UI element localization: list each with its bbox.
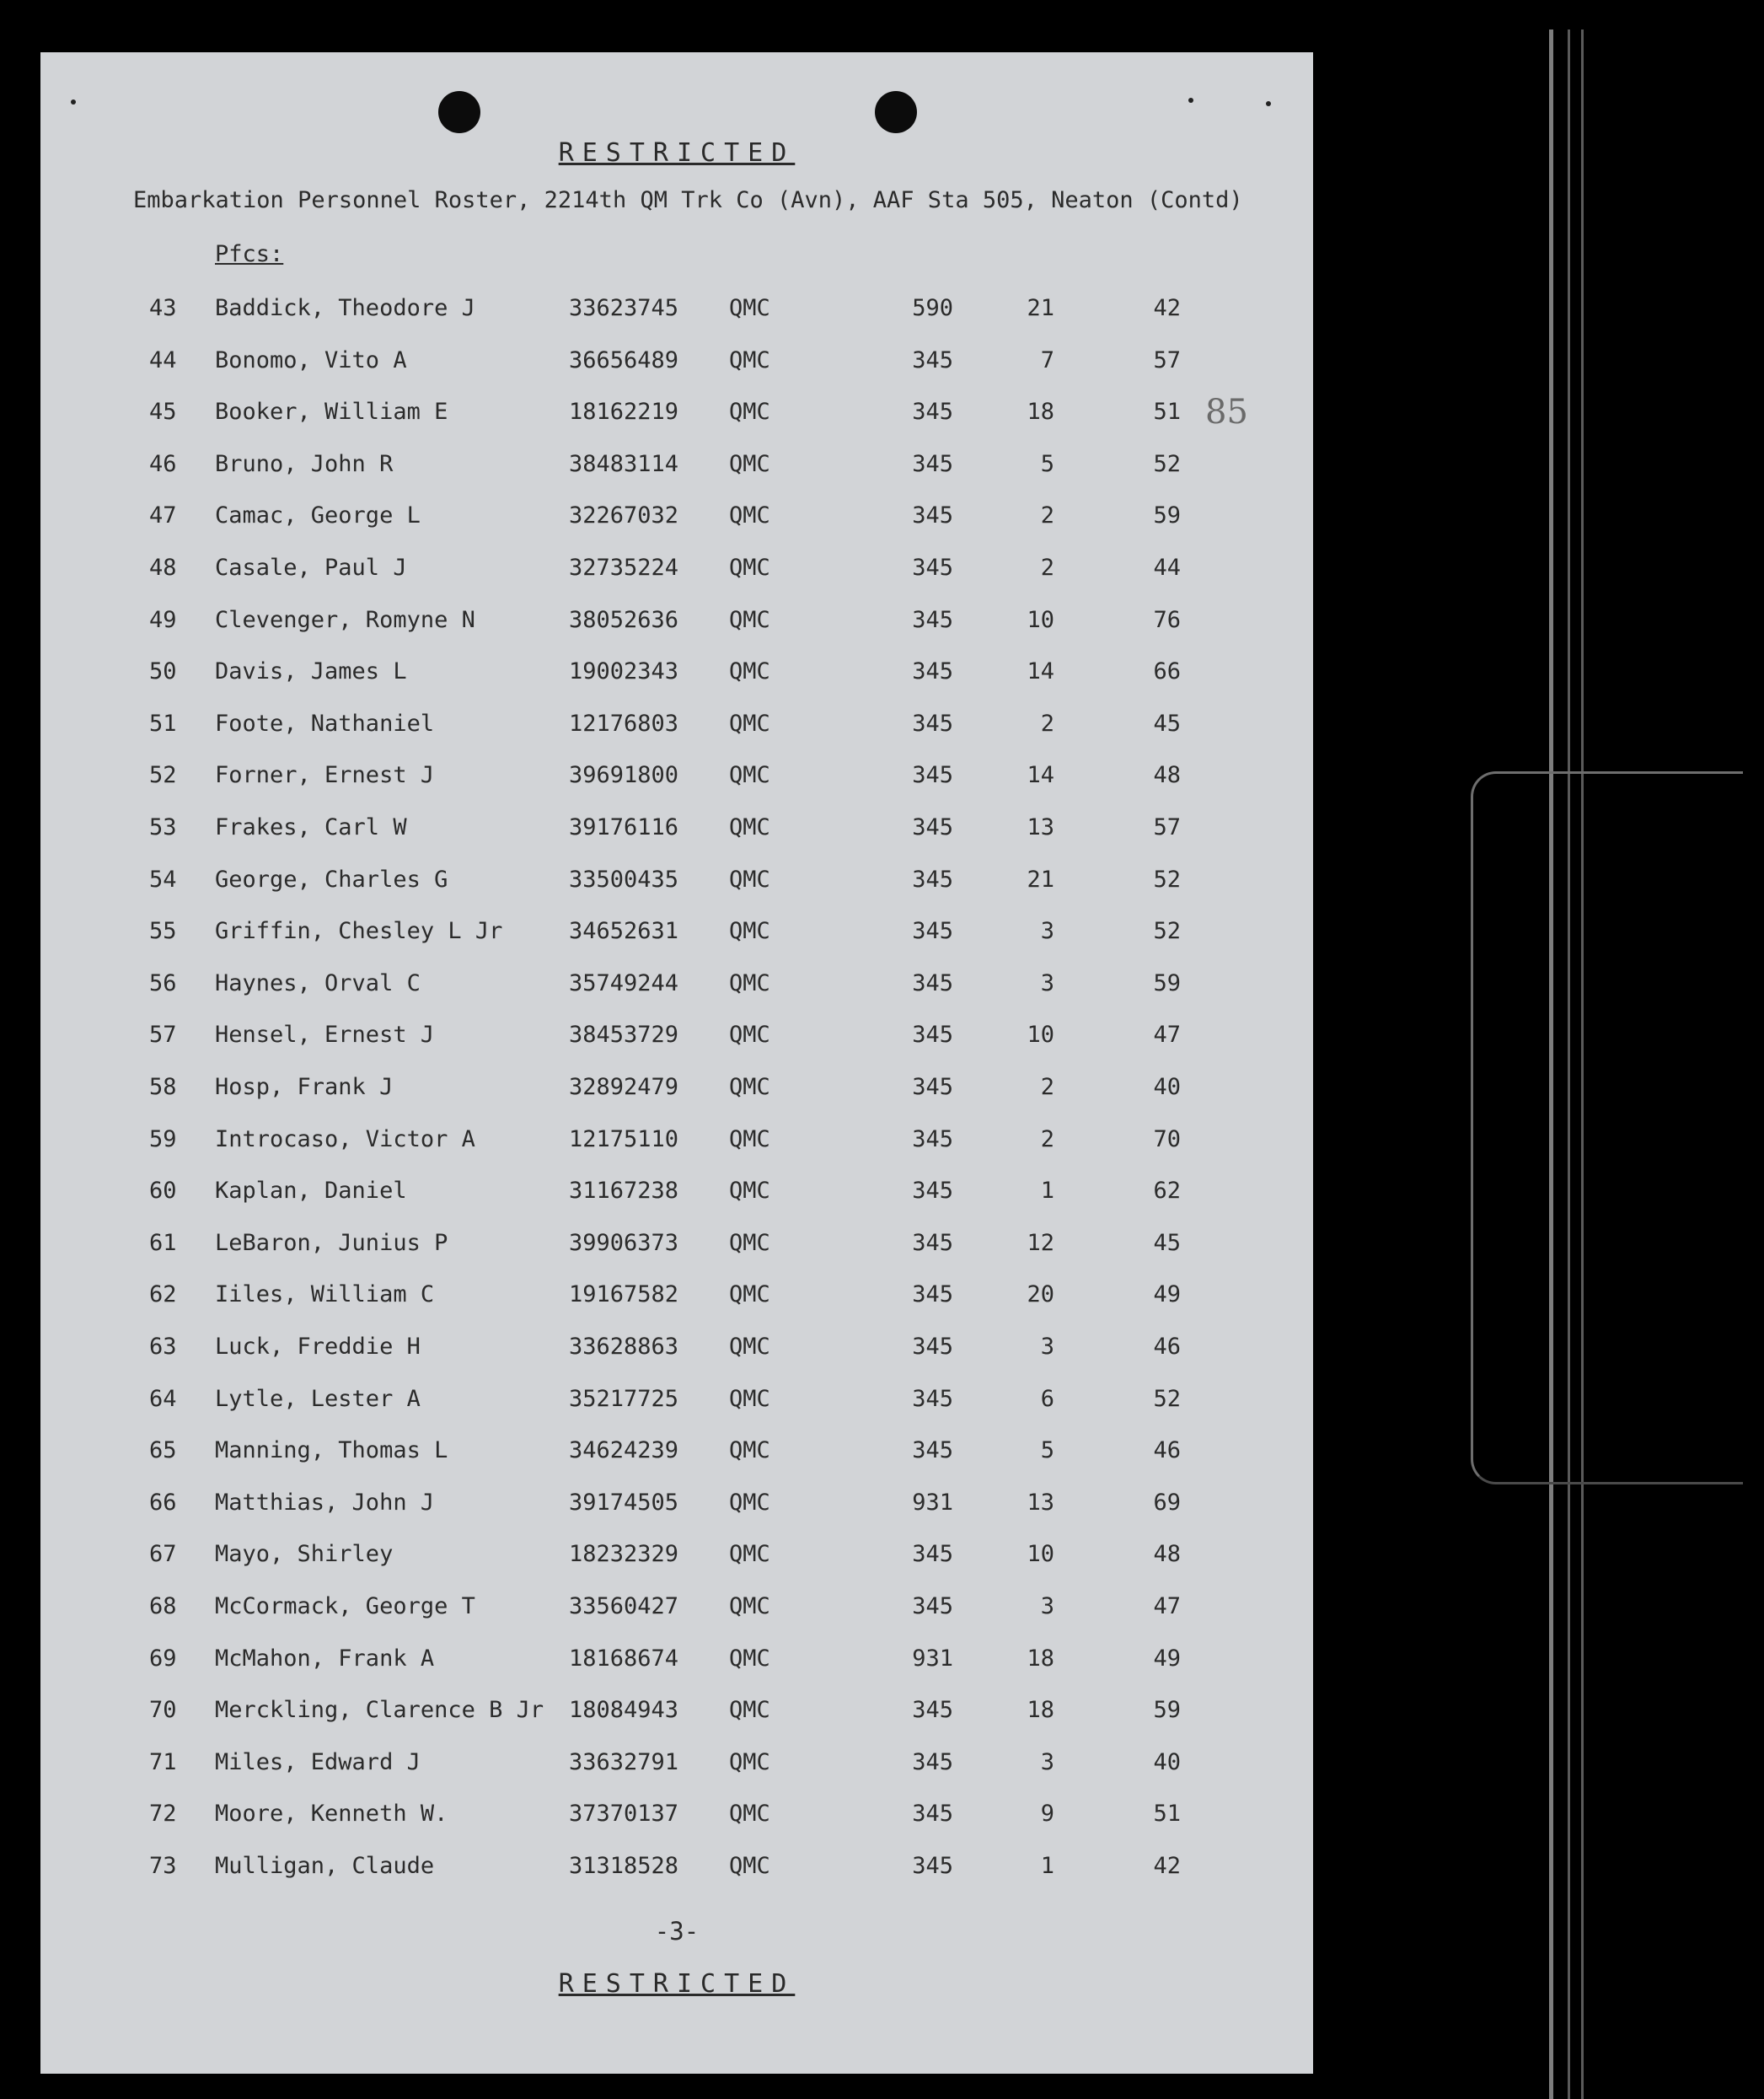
row-value-a: 10 [1027, 1022, 1054, 1048]
row-value-b: 57 [1153, 347, 1181, 373]
row-value-b: 48 [1153, 762, 1181, 788]
row-branch: QMC [729, 1490, 770, 1516]
row-value-b: 66 [1153, 658, 1181, 684]
row-code: 345 [912, 1230, 953, 1256]
row-branch: QMC [729, 1178, 770, 1204]
row-serial-number: 33632791 [569, 1749, 679, 1775]
row-branch: QMC [729, 1074, 770, 1100]
row-value-b: 51 [1153, 399, 1181, 425]
row-branch: QMC [729, 1697, 770, 1723]
row-branch: QMC [729, 1853, 770, 1879]
row-name: McCormack, George T [215, 1593, 475, 1619]
row-serial-number: 31167238 [569, 1178, 679, 1204]
row-name: Griffin, Chesley L Jr [215, 918, 503, 944]
row-code: 345 [912, 1178, 953, 1204]
row-name: Davis, James L [215, 658, 407, 684]
table-row [40, 1801, 1313, 1834]
row-value-a: 3 [1040, 918, 1054, 944]
row-code: 345 [912, 399, 953, 425]
row-name: Lytle, Lester A [215, 1386, 421, 1412]
row-serial-number: 18232329 [569, 1541, 679, 1567]
row-number: 46 [149, 451, 177, 477]
row-name: LeBaron, Junius P [215, 1230, 448, 1256]
row-number: 71 [149, 1749, 177, 1775]
row-number: 63 [149, 1334, 177, 1360]
row-name: Hensel, Ernest J [215, 1022, 435, 1048]
row-branch: QMC [729, 658, 770, 684]
row-name: Booker, William E [215, 399, 448, 425]
row-code: 345 [912, 1593, 953, 1619]
row-code: 345 [912, 1022, 953, 1048]
row-value-b: 69 [1153, 1490, 1181, 1516]
row-value-b: 51 [1153, 1801, 1181, 1827]
row-name: Casale, Paul J [215, 555, 407, 581]
row-number: 61 [149, 1230, 177, 1256]
row-number: 66 [149, 1490, 177, 1516]
table-row [40, 1645, 1313, 1679]
row-serial-number: 18162219 [569, 399, 679, 425]
row-value-a: 10 [1027, 1541, 1054, 1567]
table-row [40, 347, 1313, 381]
row-name: Baddick, Theodore J [215, 295, 475, 321]
row-serial-number: 39174505 [569, 1490, 679, 1516]
row-code: 345 [912, 1541, 953, 1567]
row-number: 72 [149, 1801, 177, 1827]
row-serial-number: 18168674 [569, 1645, 679, 1672]
table-row [40, 918, 1313, 952]
row-code: 345 [912, 814, 953, 840]
row-value-a: 6 [1040, 1386, 1054, 1412]
row-branch: QMC [729, 1749, 770, 1775]
row-name: George, Charles G [215, 867, 448, 893]
row-serial-number: 35749244 [569, 970, 679, 996]
row-code: 590 [912, 295, 953, 321]
row-branch: QMC [729, 399, 770, 425]
table-row [40, 1281, 1313, 1315]
row-code: 345 [912, 1126, 953, 1152]
row-number: 44 [149, 347, 177, 373]
row-value-a: 2 [1040, 1126, 1054, 1152]
classification-footer: RESTRICTED [558, 1969, 796, 1999]
row-number: 50 [149, 658, 177, 684]
row-code: 345 [912, 1749, 953, 1775]
row-number: 73 [149, 1853, 177, 1879]
row-serial-number: 35217725 [569, 1386, 679, 1412]
stamped-page-number: 85 [1205, 393, 1248, 432]
row-name: Haynes, Orval C [215, 970, 421, 996]
row-value-a: 3 [1040, 1593, 1054, 1619]
row-name: Camac, George L [215, 502, 421, 529]
row-branch: QMC [729, 918, 770, 944]
row-number: 54 [149, 867, 177, 893]
table-row [40, 867, 1313, 900]
row-value-a: 2 [1040, 502, 1054, 529]
table-row [40, 607, 1313, 641]
row-number: 53 [149, 814, 177, 840]
row-serial-number: 32892479 [569, 1074, 679, 1100]
row-value-a: 18 [1027, 1697, 1054, 1723]
table-row [40, 1593, 1313, 1627]
row-serial-number: 18084943 [569, 1697, 679, 1723]
table-row [40, 1437, 1313, 1471]
row-branch: QMC [729, 814, 770, 840]
row-number: 57 [149, 1022, 177, 1048]
row-serial-number: 33500435 [569, 867, 679, 893]
row-branch: QMC [729, 295, 770, 321]
row-number: 64 [149, 1386, 177, 1412]
row-value-a: 20 [1027, 1281, 1054, 1307]
row-value-b: 59 [1153, 502, 1181, 529]
row-code: 345 [912, 1281, 953, 1307]
row-value-b: 52 [1153, 867, 1181, 893]
row-code: 345 [912, 970, 953, 996]
row-serial-number: 31318528 [569, 1853, 679, 1879]
row-code: 345 [912, 1697, 953, 1723]
row-name: Luck, Freddie H [215, 1334, 421, 1360]
row-value-b: 45 [1153, 711, 1181, 737]
row-value-a: 2 [1040, 1074, 1054, 1100]
table-row [40, 711, 1313, 744]
row-branch: QMC [729, 711, 770, 737]
row-value-a: 3 [1040, 1334, 1054, 1360]
row-branch: QMC [729, 1801, 770, 1827]
row-branch: QMC [729, 762, 770, 788]
row-code: 345 [912, 762, 953, 788]
section-label: Pfcs: [215, 241, 284, 267]
row-number: 52 [149, 762, 177, 788]
row-number: 55 [149, 918, 177, 944]
row-branch: QMC [729, 1281, 770, 1307]
row-value-a: 21 [1027, 867, 1054, 893]
row-value-a: 21 [1027, 295, 1054, 321]
row-serial-number: 38453729 [569, 1022, 679, 1048]
row-number: 48 [149, 555, 177, 581]
row-value-a: 18 [1027, 1645, 1054, 1672]
classification-header: RESTRICTED [558, 138, 796, 168]
row-serial-number: 12175110 [569, 1126, 679, 1152]
row-branch: QMC [729, 1593, 770, 1619]
row-value-a: 1 [1040, 1853, 1054, 1879]
row-number: 47 [149, 502, 177, 529]
row-branch: QMC [729, 1022, 770, 1048]
row-value-b: 57 [1153, 814, 1181, 840]
row-serial-number: 12176803 [569, 711, 679, 737]
row-name: Bonomo, Vito A [215, 347, 407, 373]
row-name: Miles, Edward J [215, 1749, 421, 1775]
row-value-b: 76 [1153, 607, 1181, 633]
row-code: 345 [912, 451, 953, 477]
row-name: Forner, Ernest J [215, 762, 435, 788]
row-value-b: 40 [1153, 1074, 1181, 1100]
table-row [40, 970, 1313, 1004]
row-code: 931 [912, 1645, 953, 1672]
table-row [40, 1178, 1313, 1211]
table-row [40, 1022, 1313, 1055]
row-code: 345 [912, 918, 953, 944]
row-value-b: 40 [1153, 1749, 1181, 1775]
row-name: Manning, Thomas L [215, 1437, 448, 1463]
row-number: 65 [149, 1437, 177, 1463]
row-value-b: 70 [1153, 1126, 1181, 1152]
row-branch: QMC [729, 1541, 770, 1567]
row-value-a: 13 [1027, 814, 1054, 840]
row-serial-number: 36656489 [569, 347, 679, 373]
row-value-b: 45 [1153, 1230, 1181, 1256]
row-branch: QMC [729, 867, 770, 893]
table-row [40, 399, 1313, 432]
row-serial-number: 39176116 [569, 814, 679, 840]
row-number: 60 [149, 1178, 177, 1204]
table-row [40, 295, 1313, 329]
row-number: 45 [149, 399, 177, 425]
row-name: Iiles, William C [215, 1281, 435, 1307]
row-serial-number: 33560427 [569, 1593, 679, 1619]
row-name: Merckling, Clarence B Jr [215, 1697, 544, 1723]
row-serial-number: 34652631 [569, 918, 679, 944]
row-value-a: 5 [1040, 1437, 1054, 1463]
row-code: 345 [912, 1334, 953, 1360]
row-number: 59 [149, 1126, 177, 1152]
row-number: 70 [149, 1697, 177, 1723]
row-branch: QMC [729, 1230, 770, 1256]
row-name: Moore, Kenneth W. [215, 1801, 448, 1827]
row-value-b: 42 [1153, 1853, 1181, 1879]
row-branch: QMC [729, 1437, 770, 1463]
row-value-a: 7 [1040, 347, 1054, 373]
row-code: 345 [912, 1801, 953, 1827]
row-value-a: 5 [1040, 451, 1054, 477]
row-value-a: 12 [1027, 1230, 1054, 1256]
row-serial-number: 33623745 [569, 295, 679, 321]
row-serial-number: 38052636 [569, 607, 679, 633]
row-value-b: 48 [1153, 1541, 1181, 1567]
row-branch: QMC [729, 347, 770, 373]
row-branch: QMC [729, 1645, 770, 1672]
row-name: Mayo, Shirley [215, 1541, 394, 1567]
row-serial-number: 32735224 [569, 555, 679, 581]
table-row [40, 1386, 1313, 1420]
row-branch: QMC [729, 451, 770, 477]
row-serial-number: 39691800 [569, 762, 679, 788]
row-name: Introcaso, Victor A [215, 1126, 475, 1152]
row-value-a: 2 [1040, 711, 1054, 737]
row-serial-number: 33628863 [569, 1334, 679, 1360]
row-value-a: 1 [1040, 1178, 1054, 1204]
row-value-a: 3 [1040, 970, 1054, 996]
row-serial-number: 19167582 [569, 1281, 679, 1307]
row-number: 69 [149, 1645, 177, 1672]
row-value-a: 13 [1027, 1490, 1054, 1516]
table-row [40, 1126, 1313, 1160]
row-code: 345 [912, 1386, 953, 1412]
roster-table [40, 52, 1313, 2074]
row-name: McMahon, Frank A [215, 1645, 435, 1672]
row-number: 58 [149, 1074, 177, 1100]
row-name: Frakes, Carl W [215, 814, 407, 840]
row-value-b: 59 [1153, 1697, 1181, 1723]
document-title: Embarkation Personnel Roster, 2214th QM Trk Co (Avn), AAF Sta 505, Neaton (Contd) [133, 187, 1243, 213]
row-value-a: 9 [1040, 1801, 1054, 1827]
row-serial-number: 34624239 [569, 1437, 679, 1463]
row-name: Matthias, John J [215, 1490, 435, 1516]
row-code: 345 [912, 1437, 953, 1463]
row-number: 51 [149, 711, 177, 737]
row-name: Clevenger, Romyne N [215, 607, 475, 633]
row-branch: QMC [729, 1126, 770, 1152]
row-code: 345 [912, 711, 953, 737]
row-serial-number: 39906373 [569, 1230, 679, 1256]
table-row [40, 502, 1313, 536]
roster-page [40, 52, 1313, 2074]
row-code: 345 [912, 1074, 953, 1100]
table-row [40, 1749, 1313, 1783]
row-branch: QMC [729, 1334, 770, 1360]
row-value-b: 62 [1153, 1178, 1181, 1204]
page-number: -3- [654, 1917, 700, 1946]
row-code: 345 [912, 1853, 953, 1879]
row-serial-number: 19002343 [569, 658, 679, 684]
row-serial-number: 32267032 [569, 502, 679, 529]
table-row [40, 555, 1313, 588]
table-row [40, 1490, 1313, 1523]
row-value-b: 49 [1153, 1281, 1181, 1307]
row-code: 931 [912, 1490, 953, 1516]
row-name: Hosp, Frank J [215, 1074, 394, 1100]
row-number: 49 [149, 607, 177, 633]
row-name: Bruno, John R [215, 451, 394, 477]
film-edge-bracket [1471, 771, 1743, 1484]
row-code: 345 [912, 555, 953, 581]
table-row [40, 1541, 1313, 1575]
row-branch: QMC [729, 970, 770, 996]
row-code: 345 [912, 658, 953, 684]
table-row [40, 451, 1313, 485]
table-row [40, 1074, 1313, 1108]
row-name: Foote, Nathaniel [215, 711, 435, 737]
row-value-b: 59 [1153, 970, 1181, 996]
row-value-b: 52 [1153, 451, 1181, 477]
table-row [40, 658, 1313, 692]
table-row [40, 762, 1313, 796]
row-value-a: 3 [1040, 1749, 1054, 1775]
row-value-a: 14 [1027, 762, 1054, 788]
table-row [40, 1853, 1313, 1887]
row-value-a: 10 [1027, 607, 1054, 633]
row-value-b: 52 [1153, 918, 1181, 944]
row-name: Mulligan, Claude [215, 1853, 435, 1879]
row-value-a: 18 [1027, 399, 1054, 425]
row-value-b: 42 [1153, 295, 1181, 321]
row-branch: QMC [729, 1386, 770, 1412]
table-row [40, 1334, 1313, 1367]
row-number: 62 [149, 1281, 177, 1307]
row-code: 345 [912, 867, 953, 893]
row-code: 345 [912, 347, 953, 373]
row-number: 43 [149, 295, 177, 321]
row-code: 345 [912, 502, 953, 529]
row-name: Kaplan, Daniel [215, 1178, 407, 1204]
row-value-b: 44 [1153, 555, 1181, 581]
table-row [40, 814, 1313, 848]
row-value-a: 14 [1027, 658, 1054, 684]
row-value-b: 47 [1153, 1022, 1181, 1048]
row-value-b: 46 [1153, 1437, 1181, 1463]
row-number: 56 [149, 970, 177, 996]
row-branch: QMC [729, 607, 770, 633]
row-number: 67 [149, 1541, 177, 1567]
row-value-b: 46 [1153, 1334, 1181, 1360]
row-serial-number: 38483114 [569, 451, 679, 477]
row-value-b: 52 [1153, 1386, 1181, 1412]
table-row [40, 1230, 1313, 1264]
row-branch: QMC [729, 502, 770, 529]
row-serial-number: 37370137 [569, 1801, 679, 1827]
row-code: 345 [912, 607, 953, 633]
row-value-b: 49 [1153, 1645, 1181, 1672]
row-value-b: 47 [1153, 1593, 1181, 1619]
table-row [40, 1697, 1313, 1731]
row-number: 68 [149, 1593, 177, 1619]
row-value-a: 2 [1040, 555, 1054, 581]
row-branch: QMC [729, 555, 770, 581]
